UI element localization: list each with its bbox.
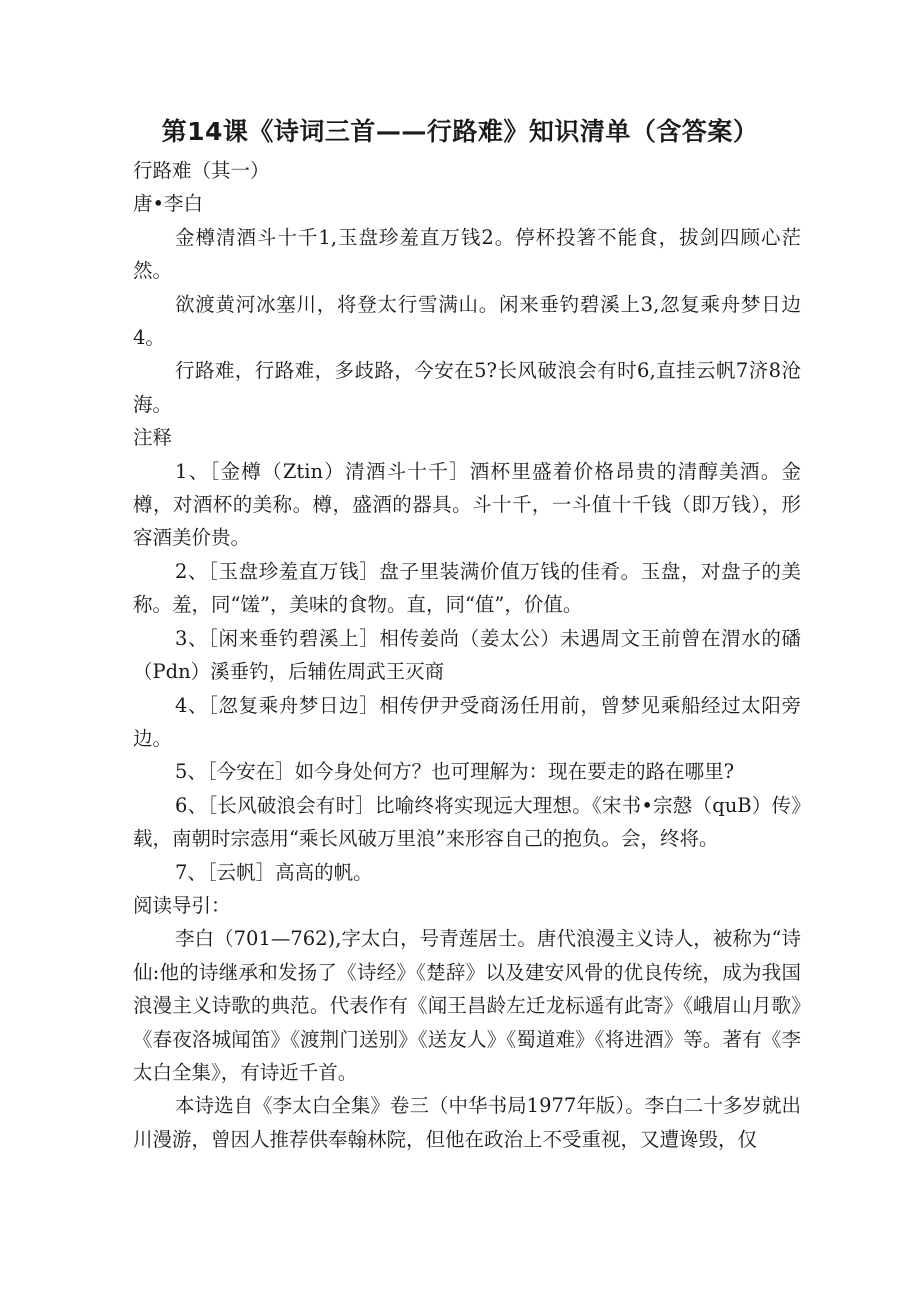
note-item: 2、［玉盘珍羞直万钱］盘子里装满价值万钱的佳肴。玉盘，对盘子的美称。羞，同“馐”，美味的食物。直，同“值”，价值。 <box>133 559 801 617</box>
note-item: 7、［云帆］高高的帆。 <box>175 860 373 884</box>
poem-stanza: 金樽清酒斗十千1,玉盘珍羞直万钱2。停杯投箸不能食，拔剑四顾心茫然。 <box>133 225 801 283</box>
note-item: 5、［今安在］如今身处何方？也可理解为：现在要走的路在哪里? <box>175 760 735 784</box>
note-item: 1、［金樽（Ztin）清酒斗十千］酒杯里盛着价格昂贵的清醇美酒。金樽，对酒杯的美称。樽，盛酒的器具。斗十千，一斗值十千钱（即万钱），形容酒美价贵。 <box>133 459 801 550</box>
guide-paragraph: 本诗选自《李太白全集》卷三（中华书局1977年版）。李白二十多岁就出川漫游，曾因人推荐供奉翰林院，但他在政治上不受重视，又遭谗毁，仅 <box>133 1094 801 1151</box>
note-item: 4、［忽复乘舟梦日边］相传伊尹受商汤任用前，曾梦见乘船经过太阳旁边。 <box>133 693 801 750</box>
poem-author: 唐•李白 <box>133 192 204 216</box>
guide-heading: 阅读导引： <box>133 893 231 917</box>
notes-heading: 注释 <box>133 426 173 450</box>
document-body <box>133 154 801 1156</box>
poem-stanza: 欲渡黄河冰塞川，将登太行雪满山。闲来垂钓碧溪上3,忽复乘舟梦日边4。 <box>133 292 801 350</box>
poem-stanza: 行路难，行路难，多歧路，今安在5?长风破浪会有时6,直挂云帆7济8沧海。 <box>133 359 801 416</box>
page-title: 第14课《诗词三首——行路难》知识清单（含答案） <box>161 117 759 146</box>
note-item: 6、［长风破浪会有时］比喻终将实现远大理想。《宋书•宗慤（quB）传》载，南朝时宗悫用“乘长风破万里浪”来形容自己的抱负。会，终将。 <box>133 793 801 851</box>
guide-paragraph: 李白（701—762),字太白，号青莲居士。唐代浪漫主义诗人，被称为“诗仙:他的诗继承和发扬了《诗经》《楚辞》以及建安风骨的优良传统，成为我国浪漫主义诗歌的典范。代表作有《闻王昌龄左迁龙标遥有此寄》《峨眉山月歌》《春夜洛城闻笛》《渡荆门送别》《送友人》《蜀道难》《将进酒》等。著有《李太白全集》，有诗近千首。 <box>133 927 801 1084</box>
poem-heading: 行路难（其一） <box>133 159 270 182</box>
note-item: 3、［闲来垂钓碧溪上］相传姜尚（姜太公）未遇周文王前曾在渭水的磻（Pdn）溪垂钓，后辅佐周武王灭商 <box>133 626 801 684</box>
